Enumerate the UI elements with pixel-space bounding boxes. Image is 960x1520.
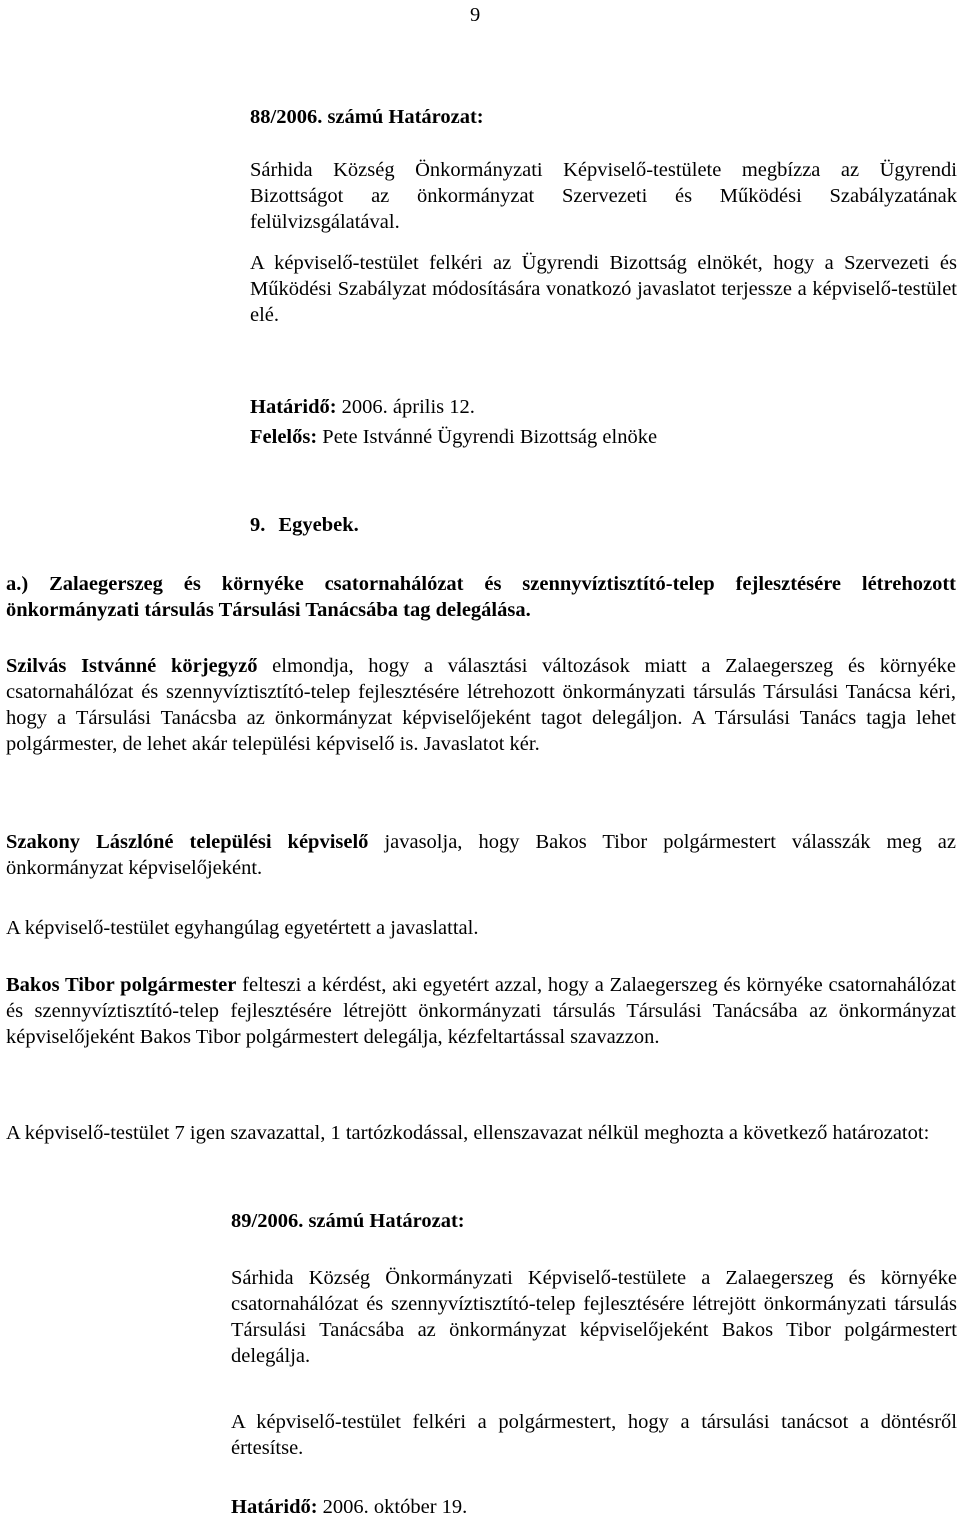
deadline-value: 2006. október 19. bbox=[317, 1496, 468, 1518]
page-number: 9 bbox=[470, 4, 481, 26]
deadline-value: 2006. április 12. bbox=[336, 396, 475, 418]
speaker-name: Bakos Tibor polgármester bbox=[6, 974, 237, 996]
speaker-paragraph-1 bbox=[6, 653, 956, 757]
section-heading: 9. Egyebek. bbox=[250, 514, 359, 536]
resolution-88-deadline bbox=[250, 394, 475, 420]
vote-paragraph: A képviselő-testület 7 igen szavazattal, 1 tartózkodással, ellenszavazat nélkül meghozta a következő határozatot: bbox=[6, 1122, 930, 1144]
speaker-name: Szakony Lászlóné települési képviselő bbox=[6, 831, 369, 853]
deadline-label: Határidő: bbox=[231, 1496, 318, 1518]
speaker-name: Szilvás Istvánné körjegyző bbox=[6, 655, 258, 677]
speaker-text: elmondja, hogy a választási változások miatt a Zalaegerszeg és környéke csatornahálózat és szennyvíztisztító-telep fejlesztésére létrehozott önkormányzati társulás Társulási Tanácsa kéri, hogy a Társulási Tanácsba az önkormányzat képviselőjeként tagot delegáljon. A Társulási Tanács tagja lehet polgármester, de lehet akár települési képviselő is. Javaslatot kér. bbox=[6, 655, 957, 755]
section-subheading: a.) Zalaegerszeg és környéke csatornahálózat és szennyvíztisztító-telep fejlesztésére létrehozott önkormányzati társulás Társulási Tanácsába tag delegálása. bbox=[6, 573, 956, 621]
resolution-88-responsible bbox=[250, 424, 657, 450]
agreement-paragraph: A képviselő-testület egyhangúlag egyetértett a javaslattal. bbox=[6, 917, 479, 939]
resolution-89-deadline bbox=[231, 1494, 467, 1520]
resolution-89-title: 89/2006. számú Határozat: bbox=[231, 1210, 465, 1232]
resolution-88-paragraph-1: Sárhida Község Önkormányzati Képviselő-testülete megbízza az Ügyrendi Bizottságot az önkormányzat Szervezeti és Működési Szabályzatának felülvizsgálatával. bbox=[250, 159, 957, 233]
deadline-label: Határidő: bbox=[250, 396, 337, 418]
resolution-89-paragraph-1: Sárhida Község Önkormányzati Képviselő-testülete a Zalaegerszeg és környéke csatornahálózat és szennyvíztisztító-telep fejlesztésére létrejött önkormányzati társulás Társulási Tanácsába az önkormányzat képviselőjeként Bakos Tibor polgármestert delegálja. bbox=[231, 1267, 957, 1367]
speaker-text: javasolja, hogy Bakos Tibor polgármestert válasszák meg az önkormányzat képviselőjeként. bbox=[6, 831, 956, 879]
speaker-paragraph-2 bbox=[6, 829, 956, 881]
speaker-text: felteszi a kérdést, aki egyetért azzal, hogy a Zalaegerszeg és környéke csatornahálózat és szennyvíztisztító-telep fejlesztésére létrejött önkormányzati társulás Társulási Tanácsába az önkormányzat képviselőjeként Bakos Tibor polgármestert delegálja, kézfeltartással szavazzon. bbox=[6, 974, 956, 1048]
resolution-89-paragraph-2: A képviselő-testület felkéri a polgármestert, hogy a társulási tanácsot a döntésről értesítse. bbox=[231, 1411, 957, 1459]
responsible-value: Pete Istvánné Ügyrendi Bizottság elnöke bbox=[317, 426, 658, 448]
resolution-88-paragraph-2: A képviselő-testület felkéri az Ügyrendi Bizottság elnökét, hogy a Szervezeti és Működési Szabályzat módosítására vonatkozó javaslatot terjessze a képviselő-testület elé. bbox=[250, 252, 957, 326]
resolution-88-title: 88/2006. számú Határozat: bbox=[250, 106, 484, 128]
responsible-label: Felelős: bbox=[250, 426, 318, 448]
speaker-paragraph-3 bbox=[6, 972, 956, 1050]
